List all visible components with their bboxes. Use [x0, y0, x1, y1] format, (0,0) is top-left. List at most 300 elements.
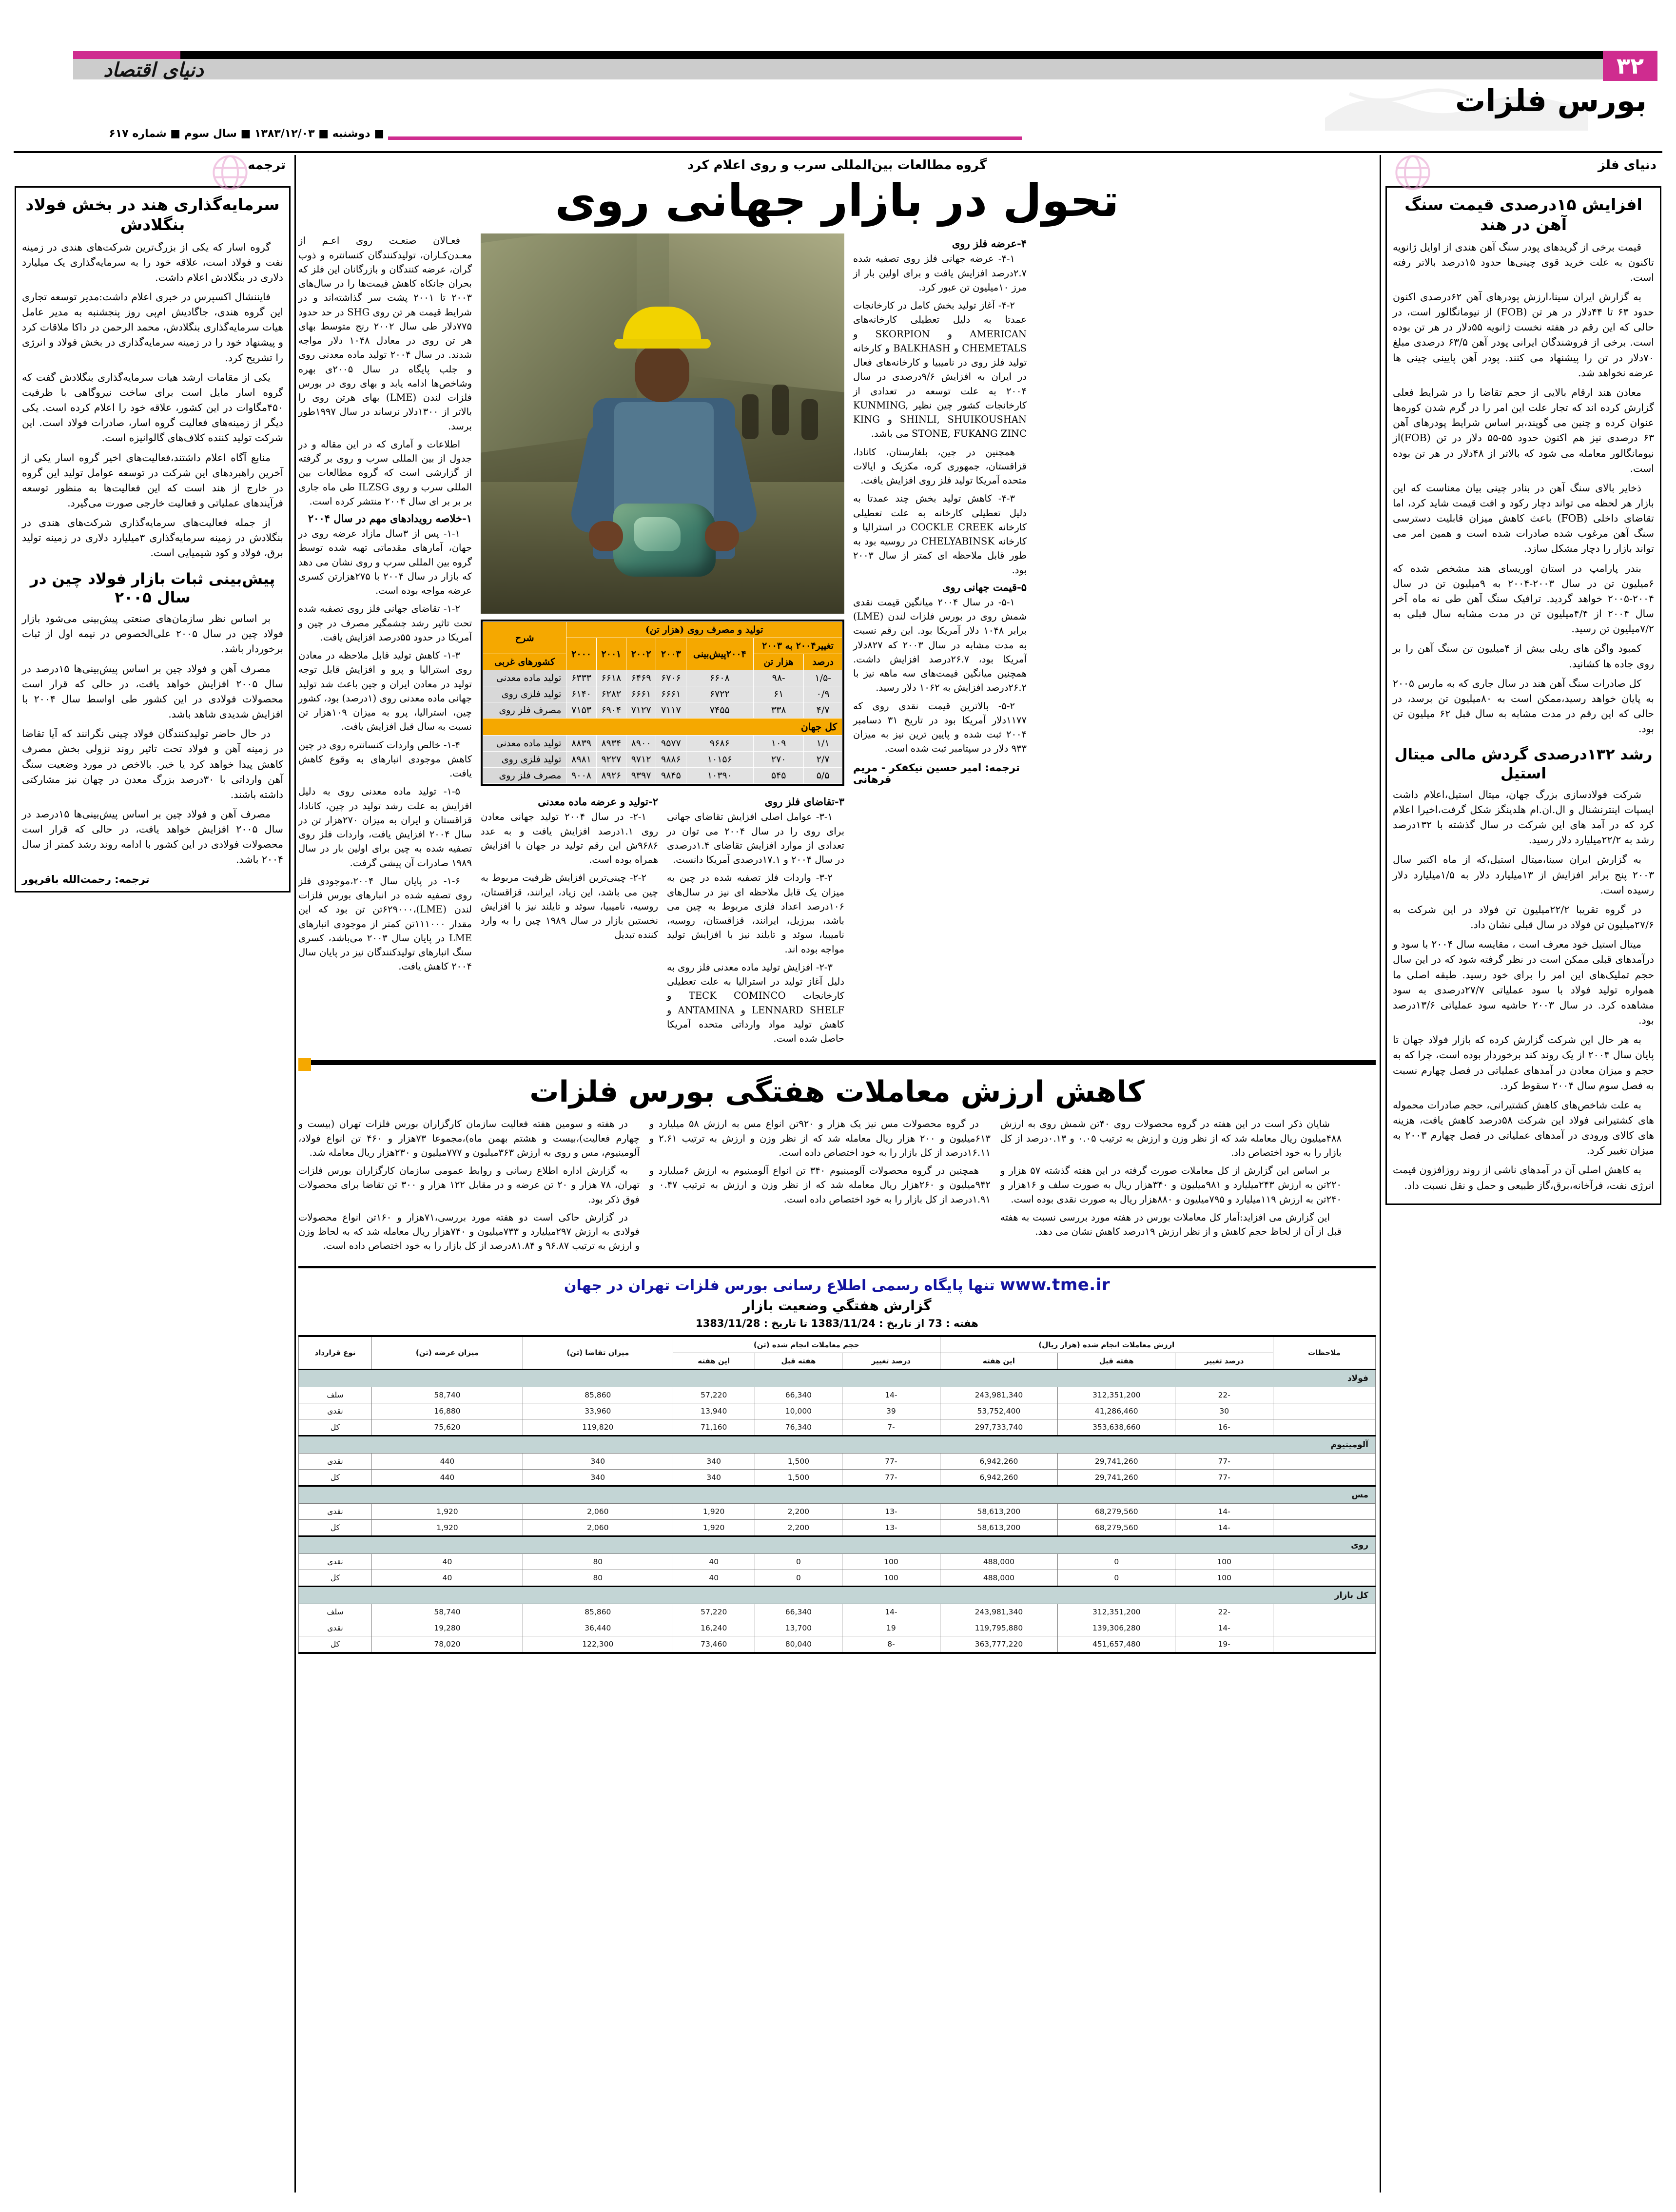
cell-type: کل	[299, 1469, 372, 1486]
cell: -7	[842, 1419, 940, 1436]
cell: 2,060	[523, 1519, 673, 1536]
page-number-badge: ۳۲	[1603, 51, 1657, 81]
c1-b3: ۱-۴- خالص واردات کنسانتره روی در چین کاهش موجودی انبارهای به وقوع کاهش یافت.	[298, 739, 472, 779]
right-article2-p5: به علت شاخص‌های کاهش کشتیرانی، حجم صادرات محموله های کشتیرانی فولاد این شرکت ۵۸درصد کاهش یافت، هزینه های کالای ورودی در آمدهای عملیاتی در فصل چهارم ۲۰۰۳ به میزان تغییر کرد.	[1393, 1099, 1655, 1157]
cell: ۹۷۱۲	[626, 752, 656, 768]
table-row	[483, 768, 842, 784]
table-row	[299, 1469, 1376, 1486]
cell: ۷۱۱۷	[656, 702, 686, 718]
cell: -13	[842, 1519, 940, 1536]
cell	[1273, 1604, 1376, 1620]
cell: 2,200	[755, 1503, 842, 1519]
cell: 0	[755, 1570, 842, 1586]
row-label: مصرف فلز روی	[483, 702, 566, 718]
cell: ۶۳۳۳	[566, 670, 596, 686]
cell: 16,880	[372, 1403, 523, 1419]
cell: -19	[1175, 1636, 1273, 1653]
table-row	[299, 1387, 1376, 1403]
cell: 68,279,560	[1058, 1519, 1175, 1536]
c3-subhead4: ۴-عرضه فلز روی	[952, 237, 1027, 250]
masthead-black-rule	[73, 51, 1609, 59]
c3-p1: ۴-۲- آغاز تولید بخش کامل در کارخانجات عمدتا به دلیل تعطیلی کارخانه‌های AMERICAN و SKORPION و CHEMETALS و BALKHASH و کارخانه تولید فلز روی در نامیبیا و کارخانه‌های فعال در ایران به افزایش ۹/۶درصدی در سال ۲۰۰۴ به علت توسعه در تعدادی از کارخانجات کشور چین نظیر KUNMING, SHINLI, SHUIKOUSHAN و KING STONE, FUKANG ZINC می باشد.	[853, 300, 1027, 440]
cell: 100	[842, 1553, 940, 1570]
cell: ۶۹۰۴	[596, 702, 626, 718]
tme-report-title: گزارش هفتگي وضعيت بازار	[742, 1297, 932, 1314]
th-supply: میزان عرضه (تن)	[372, 1336, 523, 1370]
cell: 39	[842, 1403, 940, 1419]
cell: 71,160	[673, 1419, 755, 1436]
c3-p0: ۴-۱- عرضه جهانی فلز روی تصفیه شده ۲.۷درصد افزایش یافت و برای اولین بار از مرز ۱۰میلیون تن عبور کرد.	[853, 253, 1027, 293]
th-vol-pct: درصد تغییر	[842, 1353, 940, 1369]
cell	[1273, 1570, 1376, 1586]
cell: 58,613,200	[940, 1503, 1057, 1519]
cell-type: کل	[299, 1570, 372, 1586]
cell: 119,795,880	[940, 1620, 1057, 1636]
right-article1-headline: افزایش ۱۵درصدی قیمت سنگ آهن در هند	[1404, 195, 1642, 234]
left-article2-p2: در حال حاضر تولیدکنندگان فولاد چینی نگرانند که آیا تقاضا در زمینه آهن و فولاد تحت تاثیر روند نزولی بخش مصرف کاهش پیدا خواهد کرد یا خیر. بالاخص در مورد وضعیت سنگ آهن وارداتی با ۳۰درصد بزرگ معدن در چهان نیز مشارکتی داشته باشند.	[22, 728, 283, 800]
cell-type: کل	[299, 1636, 372, 1653]
c1-b0: ۱-۱- پس از ۳سال مازاد عرضه روی در جهان، آمارهای مقدماتی تهیه شده توسط گروه بین المللی سرب و روی نشان می دهد که بازار در سال ۲۰۰۴ با ۲۷۵هزارتن کسری عرضه مواجه بوده است.	[298, 528, 472, 597]
cell-type: سلف	[299, 1387, 372, 1403]
cell: ۶۱۴۰	[566, 686, 596, 702]
zinc-group-label: کل جهان	[483, 718, 842, 736]
cell: ۵/۵	[804, 768, 842, 784]
c2-b0: ۳-۱- عوامل اصلی افزایش تقاضای جهانی برای روی را در سال ۲۰۰۴ می توان در تعدادی از موارد افزایش تقاضای ۱.۴درصدی در سال ۲۰۰۴ و ۱۷.۱درصدی آمریکا دانست.	[667, 811, 845, 866]
left-article1-headline: سرمایه‌گذاری هند در بخش فولاد بنگلادش	[25, 195, 280, 234]
cell: ۹۳۹۷	[626, 768, 656, 784]
th-val-this: این هفته	[940, 1353, 1057, 1369]
c3-b0: ۵-۱- در سال ۲۰۰۴ میانگین قیمت نقدی شمش روی در بورس فلزات لندن (LME) برابر ۱۰۴۸ دلار آمریکا بود. این رقم نسبت به مدت مشابه در سال ۲۰۰۳ که ۸۲۷دلار آمریکا بود، ۲۶.۷درصد افزایش داشت. همچنین میانگین قیمت‌های سه ماهه نیز با ۲۶.۲درصد افزایش به ۱۰۶۲ دلار رسید.	[853, 596, 1027, 694]
table-row	[299, 1503, 1376, 1519]
zinc-production-table	[481, 620, 844, 786]
left-article1-p2: یکی از مقامات ارشد هیات سرمایه‌گذاری بنگلادش گفت که گروه اسار مایل است برای ساخت نیروگاهی با ظرفیت ۴۵۰مگاوات در این کشور، علاقه خود را اعلام کرده است. یکی دیگر از زمینه‌های فعالیت گروه اسار، صادرات فولاد است. این شرکت تولید کننده کلاف‌های گالوانیزه است.	[22, 371, 283, 444]
column-separator-right	[1380, 155, 1381, 2193]
cell: -14	[1175, 1519, 1273, 1536]
cell: ۸۹۰۰	[626, 736, 656, 752]
s2-p0: در هفته و سومین هفته فعالیت سازمان کارگزاران بورس فلزات تهران (بیست و چهارم فعالیت)،بیست و هشتم بهمن ماه)،مجموعا ۷۳هزار و ۴۶۰ تن انواع فولاد، آلومینیوم، مس و روی به ارزش ۳۶۳میلیون و ۷۷۷میلیون و ۲۳۰هزار ریال معامله شد.	[298, 1118, 640, 1158]
row-label: تولید ماده معدنی	[483, 736, 566, 752]
cell: -14	[1175, 1503, 1273, 1519]
table-row	[299, 1570, 1376, 1586]
th-vol-this: این هفته	[673, 1353, 755, 1369]
zinc-y2002-header: ۲۰۰۲	[626, 638, 656, 670]
center-media-col	[481, 233, 844, 1049]
cell: 340	[523, 1469, 673, 1486]
globe-icon	[1390, 153, 1435, 192]
left-article2-byline: ترجمه: رحمت‌الله باقرپور	[22, 873, 150, 885]
cell: 340	[523, 1453, 673, 1469]
cell: 66,340	[755, 1604, 842, 1620]
tme-group-copper	[299, 1486, 1376, 1503]
group-label: آلومینیوم	[299, 1436, 1376, 1453]
cell: -8	[842, 1636, 940, 1653]
cell: 85,860	[523, 1387, 673, 1403]
cell: 119,820	[523, 1419, 673, 1436]
cell-type: نقدی	[299, 1620, 372, 1636]
cell: ۸۸۳۹	[566, 736, 596, 752]
cell: 40	[372, 1553, 523, 1570]
tme-url[interactable]: www.tme.ir	[1000, 1275, 1111, 1295]
cell	[1273, 1469, 1376, 1486]
cell: 29,741,260	[1058, 1469, 1175, 1486]
cell: 41,286,460	[1058, 1403, 1175, 1419]
cell: ۹۵۷۷	[656, 736, 686, 752]
cell: 76,340	[755, 1419, 842, 1436]
left-article1-p3: منابع آگاه اعلام داشتند،فعالیت‌های اخیر گروه اسار یکی از آخرین راهبردهای این شرکت در توسعه عوامل تولید این گروه در خارج از هند است که این فعالیت‌ها به منظور توسعه فرآیندهای عملیاتی و فعالیت خارجی صورت می‌گیرد.	[22, 451, 283, 509]
cell: 66,340	[755, 1387, 842, 1403]
masthead-grey-rule	[73, 59, 1609, 79]
right-article-box	[1385, 186, 1661, 1205]
cell: 6,942,260	[940, 1453, 1057, 1469]
dateline-row	[0, 128, 1676, 147]
right-article2-p1: به گزارش ایران سینا،میتال استیل،که از ماه اکتبر سال ۲۰۰۳ پنج برابر افزایش از ۱۳میلیارد دلار به ۱/۵میلیارد دلار رسیده است.	[1393, 854, 1654, 896]
s2-p7: این گزارش می افزاید:آمار کل معاملات بورس در هفته مورد بررسی نسبت به هفته قبل از آن از لحاظ حجم کاهش و از نظر ارزش ۱۹درصد کاهش نشان می دهد.	[1000, 1211, 1342, 1238]
th-val-last: هفته قبل	[1058, 1353, 1175, 1369]
cell: -14	[842, 1387, 940, 1403]
zinc-change-header: تغییر۲۰۰۴ به ۲۰۰۳	[754, 638, 842, 654]
cell: 2,200	[755, 1519, 842, 1536]
left-article-box	[15, 186, 291, 893]
tme-group-total-market	[299, 1586, 1376, 1604]
th-volume-group: حجم معاملات انجام شده (تن)	[673, 1336, 940, 1353]
tme-group-steel	[299, 1369, 1376, 1387]
tme-table-body	[299, 1369, 1376, 1653]
table-row	[299, 1553, 1376, 1570]
cell: ۶۲۸۲	[596, 686, 626, 702]
th-notes: ملاحظات	[1273, 1336, 1376, 1370]
zinc-y2004-header: ۲۰۰۴پیش‌بینی	[686, 638, 754, 670]
cell	[1273, 1403, 1376, 1419]
cell	[1273, 1519, 1376, 1536]
cell: 16,240	[673, 1620, 755, 1636]
right-article1-p0: قیمت برخی از گریدهای پودر سنگ آهن هندی از اوایل ژانویه تاکنون به علت خرید قوی چینی‌ها حدود ۱۵درصد بالاتر رفته است.	[1393, 241, 1654, 283]
group-label: کل بازار	[299, 1586, 1376, 1604]
cell: 1,500	[755, 1453, 842, 1469]
table-row	[483, 736, 842, 752]
tme-tagline-row	[298, 1275, 1376, 1295]
main-kicker: گروه مطالعات بین‌المللی سرب و روی اعلام کرد	[687, 158, 987, 173]
s2-p2: در گزارش حاکی است دو هفته مورد بررسی،۷۱هزار و ۱۶۰تن انواع محصولات فولادی به ارزش ۲۹۷میلیارد و ۷۳۳میلیون و ۷۴۰هزار ریال معامله شد که به لحاظ وزن و ارزش به ترتیب ۹۶.۸۷ و ۸۱.۸۴درصد از کل بازار را به خود اختصاص داده است.	[298, 1211, 640, 1252]
zinc-y2003-header: ۲۰۰۳	[656, 638, 686, 670]
group-label: مس	[299, 1486, 1376, 1503]
table-row	[299, 1403, 1376, 1419]
tme-group-aluminium	[299, 1436, 1376, 1453]
cell	[1273, 1636, 1376, 1653]
cell: 6,942,260	[940, 1469, 1057, 1486]
row-label: مصرف فلز روی	[483, 768, 566, 784]
cell: ۸۹۲۶	[596, 768, 626, 784]
cell: 1,920	[673, 1519, 755, 1536]
left-article1-p0: گروه اسار که یکی از بزرگ‌ترین شرکت‌های هندی در زمینه نفت و فولاد است، علاقه خود را به سرمایه‌گذاری یک میلیارد دلاری در بنگلادش اعلام داشت.	[22, 241, 283, 283]
globe-icon	[208, 153, 253, 192]
th-contract-type: نوع قرارداد	[299, 1336, 372, 1370]
cell: 33,960	[523, 1403, 673, 1419]
cell: ۹۸۸۶	[656, 752, 686, 768]
row-label: تولید فلزی روی	[483, 752, 566, 768]
cell-type: سلف	[299, 1604, 372, 1620]
dateline-text: ■ دوشنبه ■ ۱۳۸۳/۱۲/۰۳ ■ سال سوم ■ شماره ۶۱۷	[18, 128, 388, 144]
s2-p5: شایان ذکر است در این هفته در گروه محصولات روی ۴۰تن شمش روی به ارزش ۴۸۸میلیون ریال معامله شد که از نظر وزن و ارزش به ترتیب ۰.۰۵ و ۰.۱۳درصد از کل بازار را به خود اختصاص داد.	[1000, 1118, 1342, 1158]
left-article2-p0: بر اساس نظر سازمان‌های صنعتی پیش‌بینی می‌شود بازار فولاد چین در سال ۲۰۰۵ علی‌الخصوص در نیمه اول از ثبات برخوردار باشد.	[22, 613, 283, 655]
cell: 40	[673, 1570, 755, 1586]
tme-group-zinc	[299, 1536, 1376, 1553]
cell: ۶۶۶۱	[626, 686, 656, 702]
cell: 13,700	[755, 1620, 842, 1636]
cell: ۹۶۸۶	[686, 736, 754, 752]
cell: 297,733,740	[940, 1419, 1057, 1436]
cell: 2,060	[523, 1503, 673, 1519]
cell: ۶۷۲۲	[686, 686, 754, 702]
left-article1-p1: فایننشال اکسپرس در خبری اعلام داشت:مدیر توسعه تجاری این گروه هندی، جاگادیش ام‌پی روز پنجشنبه به مدیر عامل هیات سرمایه‌گذاری بنگلادش، محمد الرحمن در داکا ملاقات کرد و پیشنهاد خود را در زمینه سرمایه‌گذاری در بخش فولاد و انرژی را تشریح کرد.	[22, 291, 283, 364]
amber-marker	[298, 1058, 311, 1071]
background-figures	[742, 380, 825, 502]
c2-p1: ۲-۲- چینی‌ترین افزایش ظرفیت مربوط به چین می باشد، این زیاد، ایرانند، قزاقستان، روسیه، نامیبیا، سوئد و تایلند نیز با افزایش نخستین بازار در سال ۱۹۸۹ چین را به وارد کننده تبدیل	[481, 872, 658, 941]
zinc-change-pct-header: درصد	[804, 654, 842, 670]
right-article1-p5: کمبود واگن های ریلی بیش از ۴میلیون تن سنگ آهن را بر روی جاده ها کشانید.	[1393, 642, 1654, 670]
right-sidebar	[1385, 155, 1661, 1205]
c3-b1: ۵-۲- بالاترین قیمت نقدی روی که ۱۱۷۷دلار آمریکا بود در تاریخ ۳۱ دسامبر ۲۰۰۴ ثبت شده و پایین ترین نیز به میزان ۹۳۳ دلار در سپتامبر ثبت شده است.	[853, 700, 1027, 755]
cell: 488,000	[940, 1553, 1057, 1570]
cell: 122,300	[523, 1636, 673, 1653]
tme-market-table	[298, 1335, 1376, 1654]
s2-p3: در گروه محصولات مس نیز یک هزار و ۹۲۰تن انواع مس به ارزش ۵۸ میلیارد و ۶۱۳میلیون و ۲۰۰ هزار ریال معامله شد که از نظر وزن و ارزش به ترتیب ۲.۶۱ و ۱۶.۱۱درصد از کل بازار را به خود اختصاص داده است.	[649, 1118, 991, 1158]
cell: 19,280	[372, 1620, 523, 1636]
center-top-grid	[298, 233, 1376, 1049]
cell: ۶۶۰۸	[686, 670, 754, 686]
cell: 75,620	[372, 1419, 523, 1436]
zinc-table-title: تولید و مصرف روی (هزار تن)	[566, 622, 842, 638]
cell: 312,351,200	[1058, 1604, 1175, 1620]
cell: ۱۰۱۵۶	[686, 752, 754, 768]
c1-b2: ۱-۳- کاهش تولید قابل ملاحظه در معادن روی استرالیا و پرو و افزایش قابل توجه تولید در معادن ایران و چین باعث شد تولید جهانی ماده معدنی روی (۱درصد) بود، کشور چین، استرالیا، پرو به میزان ۱۰۹هزار تن نسبت به سال قبل افزایش یافت.	[298, 650, 472, 733]
left-article1-p4: از جمله فعالیت‌های سرمایه‌گذاری شرکت‌های هندی در بنگلادش در زمینه سرمایه‌گذاری ۳میلیارد دلاری در زمینه تولید برق، فولاد و کود شیمیایی است.	[22, 517, 283, 559]
cell: 57,220	[673, 1604, 755, 1620]
cell	[1273, 1620, 1376, 1636]
th-demand: میزان تقاضا (تن)	[523, 1336, 673, 1370]
c2-subhead3: ۳-تقاضای فلز روی	[764, 796, 844, 808]
group-label: فولاد	[299, 1369, 1376, 1387]
right-article1-p1: به گزارش ایران سینا،ارزش پودرهای آهن ۶۲درصدی اکنون حدود ۶۳ تا ۴۴دلار در هر تن (FOB) از نیومانگالور است، در حالی که این رقم در هفته نخست ژانویه ۵۵دلار در هر تن بوده است. برخی از فروشندگان ایرانی پودر آهن ۶۳/۵ درصدی مبلغ ۷۰دلار در تن را پیشنهاد می کنند. پودر آهن پایینی چینی ها عرضه نخواهد شد.	[1393, 291, 1654, 379]
cell: 100	[842, 1570, 940, 1586]
cell: -22	[1175, 1387, 1273, 1403]
cell: ۹۰۰۸	[566, 768, 596, 784]
c1-b5: ۱-۶- در پایان سال ۲۰۰۴،موجودی فلز روی تصفیه شده در انبارهای بورس فلزات لندن (LME)،۶۲۹۰۰۰تن تن بود که این مقدار ۱۱۱۰۰۰تن کمتر از موجودی انبارهای LME در پایان سال ۲۰۰۳ می‌باشد، کسری سنگ انبارهای تولیدکنندگان نیز در پایان سال ۲۰۰۴ کاهش یافت.	[298, 875, 472, 972]
cell-type: کل	[299, 1419, 372, 1436]
cell: -16	[1175, 1419, 1273, 1436]
cell: 68,279,560	[1058, 1503, 1175, 1519]
cell: 58,740	[372, 1387, 523, 1403]
cell: 19	[842, 1620, 940, 1636]
right-article2-p2: در گروه تقریبا ۲۲/۲میلیون تن فولاد در این شرکت به ۲۷/۶میلیون تن فولاد در سال قبلی نشان داد.	[1393, 903, 1654, 931]
cell: 73,460	[673, 1636, 755, 1653]
cell: ۱/۱	[804, 736, 842, 752]
zinc-group-row-world	[483, 718, 842, 736]
c1-subhead1: ۱-خلاصه رویدادهای مهم در سال ۲۰۰۴	[308, 512, 472, 525]
cell: -77	[842, 1453, 940, 1469]
cell: 57,220	[673, 1387, 755, 1403]
c2-b1: ۳-۲- واردات فلز تصفیه شده در چین به میزان یک قابل ملاحظه ای نیز در سال‌های ۱۰۶درصد اعداد فلزی مربوط به چین می باشد، ببرزیل، ایرانند، قزاقستان، روسیه، نامیبیا، سوئد و تایلند نیز با افزایش تولید مواجه بوده اند.	[667, 872, 844, 955]
cell: -۱/۵	[804, 670, 842, 686]
table-row	[483, 686, 842, 702]
cell: 0	[1058, 1553, 1175, 1570]
second-headline: کاهش ارزش معاملات هفتگی بورس فلزات	[529, 1075, 1145, 1109]
cell: -77	[1175, 1453, 1273, 1469]
s2-p4: همچنین در گروه محصولات آلومینیوم ۳۴۰ تن انواع آلومینیوم به ارزش ۶میلیارد و ۹۴۲میلیون و ۲۶۰هزار ریال معامله شد که از نظر وزن و ارزش به ترتیب ۰.۴۷ و ۱.۹۱درصد از کل بازار را به خود اختصاص داده است.	[649, 1165, 991, 1205]
s2-p6: بر اساس این گزارش از کل معاملات صورت گرفته در این هفته گذشته ۵۷ هزار و ۲۲۰تن به ارزش ۲۴۳میلیارد و ۹۸۱میلیون و ۳۴۰هزار ریال به صورت سلف و ۱۶هزار و ۲۴۰تن به ارزش ۱۱۹میلیارد و ۷۹۵میلیون و ۸۸۰هزار ریال به صورت نقدی بوده است.	[1000, 1165, 1342, 1205]
cell: 85,860	[523, 1604, 673, 1620]
table-row	[299, 1519, 1376, 1536]
column-separator-left	[294, 155, 296, 2193]
cell: ۷۱۲۷	[626, 702, 656, 718]
right-article2-headline: رشد ۱۳۲درصدی گردش مالی میتال استیل	[1394, 746, 1653, 783]
cell	[1273, 1387, 1376, 1403]
cell: 1,920	[372, 1503, 523, 1519]
cell: ۶۷۰۶	[656, 670, 686, 686]
cell: 40	[372, 1570, 523, 1586]
main-headline: تحول در بازار جهانی روی	[555, 175, 1119, 227]
c2-b2: ۲-۳- افزایش تولید ماده معدنی فلز روی به دلیل آغاز تولید در استرالیا به علت تعطیلی کارخانجات TECK COMINCO و LENNARD SHELF و ANTAMINA و کاهش تولید مواد وارداتی متحده آمریکا حاصل شده است.	[667, 961, 844, 1045]
cell: ۶۱	[754, 686, 804, 702]
left-sidebar	[15, 155, 291, 893]
table-row	[299, 1604, 1376, 1620]
cell: -14	[842, 1604, 940, 1620]
c1-p0: فعـالان صنعـت روی اعـم از معـدن‌کـاران، تولیدکنندگان کنسانتره و ذوب گران، عرضه کنندگان و بازرگانان این فلز که بحران جانکاه کاهش قیمت‌ها را در سال‌های ۲۰۰۳ تا ۲۰۰۱ پشت سر گذاشته‌اند و در شرایط قیمت هر تن روی SHG در حد حدود ۷۷۵دلار طی سال ۲۰۰۲ رنج متوسط بهای هر تن روی در معادل ۱۰۴۸ دلار مواجه شدند. در سال ۲۰۰۴ تولید ماده معدنی روی و جلب پایگاه در سال ۲۰۰۵ی بهره وشاخص‌ها ادامه یابد و بهای روی در بورس فلزات لندن (LME) بهای هرتن روی را بالاتر از ۱۳۰۰دلار نرساند در سال ۱۹۹۷طور برسد.	[298, 235, 472, 432]
page-title: بورس فلزات	[1455, 83, 1647, 118]
right-article2-p6: به کاهش اصلی آن در آمدهای ناشی از روند روزافزون قیمت انرژی نفت، فرآخانه،برق،گاز طبیعی و حمل و نقل نسبت داد.	[1393, 1164, 1654, 1191]
cell: ۰/۹	[804, 686, 842, 702]
tme-date-line: هفته : 73 از تاريخ : 1383/11/24 تا تاريخ : 1383/11/28	[696, 1317, 978, 1329]
masthead	[0, 0, 1676, 127]
group-label: روی	[299, 1536, 1376, 1553]
zinc-table-body	[483, 670, 842, 784]
c1-b4: ۱-۵- تولید ماده معدنی روی به دلیل افزایش به علت رشد تولید در چین، کانادا، قزاقستان و ایران به میزان ۲۷۰هزار تن در سال ۲۰۰۴ افزایش یافت، واردات فلز روی تصفیه شده به چین برای اولین بار در سال ۱۹۸۹ صادرات آن پیشی گرفت.	[298, 786, 472, 869]
cell: ۶۴۶۹	[626, 670, 656, 686]
th-value-group: ارزش معاملات انجام شده (هزار ریال)	[940, 1336, 1273, 1353]
right-article1-p6: کل صادرات سنگ آهن هند در سال جاری که به مارس ۲۰۰۵ به پایان خواهد رسید،ممکن است به ۸۰میلیون تن برسد، در حالی که این رقم در مدت مشابه به سال قبل ۶۲ میلیون تن بود.	[1393, 677, 1654, 735]
th-val-pct: درصد تغییر	[1175, 1353, 1273, 1369]
cell-type: کل	[299, 1519, 372, 1536]
cell: 440	[372, 1469, 523, 1486]
table-row	[483, 752, 842, 768]
tme-report-block	[298, 1266, 1376, 1654]
c2-subhead2: ۲-تولید و عرضه ماده معدنی	[538, 796, 658, 808]
c1-p1: اطلاعات و آماری که در این مقاله و در جدول از بین المللی سرب و روی بر گرفته از گزارشی است که گروه مطالعات بین المللی سرب و روی ILZSG طی ماه جاری بر بر بر ای سال ۲۰۰۴ منتشر کرده است.	[298, 438, 472, 507]
cell: 1,920	[673, 1503, 755, 1519]
zinc-desc-header: شرح	[483, 622, 566, 654]
cell: ۶۶۱۸	[596, 670, 626, 686]
cell: ۲۷۰	[754, 752, 804, 768]
c2-p0: ۲-۱- در سال ۲۰۰۴ تولید جهانی معادن روی ۱.۱درصد افزایش یافت و به عدد ۹۶۸۶ش این رقم تولید در جهان با افزایش همراه بوده است.	[481, 811, 659, 866]
cell: 340	[673, 1453, 755, 1469]
cell: ۴/۷	[804, 702, 842, 718]
cell: 363,777,220	[940, 1636, 1057, 1653]
cell: 139,306,280	[1058, 1620, 1175, 1636]
cell: 80,040	[755, 1636, 842, 1653]
cell: 312,351,200	[1058, 1387, 1175, 1403]
cell: ۱۰۳۹۰	[686, 768, 754, 784]
cell: 80	[523, 1553, 673, 1570]
cell: 40	[673, 1553, 755, 1570]
cell: ۳۳۸	[754, 702, 804, 718]
cell-type: نقدی	[299, 1553, 372, 1570]
cell: ۷۴۵۵	[686, 702, 754, 718]
center-byline: ترجمه: امیر حسین نیکفکر - مریم قرهانی	[853, 761, 1020, 785]
row-label: تولید فلزی روی	[483, 686, 566, 702]
cell: ۶۶۶۱	[656, 686, 686, 702]
second-article-section	[298, 1060, 1376, 1257]
right-article1-p4: بندر پارامپ در استان اوریسای هند مشخص شده که ۶میلیون تن در سال ۲۰۰۳-۲۰۰۴ به ۹میلیون تن در سال ۲۰۰۴-۲۰۰۵ خواهد گردید. ترافیک سنگ آهن طی نه ماه آخر سال ۲۰۰۴ از ۴/۴میلیون تن در مدت مشابه سال قبلی به ۷/۲میلیون تن رسید.	[1393, 562, 1654, 635]
cell: 0	[755, 1553, 842, 1570]
right-article2-p0: شرکت فولادسازی بزرگ جهان، میتال استیل،اعلام داشت ایسپات اینترنشنال و ال.ان.ام هلدینگز شکل گرفت،اخیرا اعلام کرد که در آمد های این شرکت در سال گذشته با ۱۳۲درصد رشد به ۲۲/۲میلیارد دلار رسید.	[1393, 788, 1654, 846]
zinc-change-kt-header: هزار تن	[754, 654, 804, 670]
c3-p3: ۴-۳- کاهش تولید بخش چند عمدتا به دلیل تعطیلی کارخانه به علت تعطیلی کارخانه COCKLE CREEK در استرالیا و کارخانه CHELYABINSK در روسیه بود به طور قابل ملاحظه ای کمتر از سال ۲۰۰۳ بود.	[853, 493, 1027, 576]
cell: 340	[673, 1469, 755, 1486]
right-article2-p4: به هر حال این شرکت گزارش کرده که بازار فولاد جهان تا پایان سال ۲۰۰۴ از یک روند کند برخوردار بوده است، چرا که به حجم و میزان معادن در آمدهای عملیاتی در فصل چهارم نسبت به فصل سوم سال ۲۰۰۴ سقوط کرد.	[1393, 1034, 1654, 1091]
zinc-y2001-header: ۲۰۰۱	[596, 638, 626, 670]
c3-subhead5: ۵-قیمت جهانی روی	[942, 581, 1027, 593]
cell: 243,981,340	[940, 1604, 1057, 1620]
cell: -77	[842, 1469, 940, 1486]
row-label: تولید ماده معدنی	[483, 670, 566, 686]
cell: ۱۰۹	[754, 736, 804, 752]
cell: 53,752,400	[940, 1403, 1057, 1419]
right-article2-p3: میتال استیل خود معرف است ، مقایسه سال ۲۰۰۴ با سود و درآمدهای قبلی ممکن است در نظر گرفته شود که در این سال حجم تملیک‌های این امر را برای خود رسید. طبقه اصلی ما همواره تولید فولاد با سود عملیاتی ۲۷/۷درصدی به سود مشاهده کرد. در سال ۲۰۰۳ حاشیه سود عملیاتی ۱۳/۶درصد بود.	[1393, 938, 1654, 1027]
cell: ۷۱۵۳	[566, 702, 596, 718]
table-row	[299, 1453, 1376, 1469]
cell: 440	[372, 1453, 523, 1469]
cell	[1273, 1419, 1376, 1436]
center-text-col-1	[298, 233, 472, 1049]
cell: 13,940	[673, 1403, 755, 1419]
zinc-y2000-header: ۲۰۰۰	[566, 638, 596, 670]
cell: ۵۴۵	[754, 768, 804, 784]
cell: -13	[842, 1503, 940, 1519]
cell: -14	[1175, 1620, 1273, 1636]
zinc-group-header-western: کشورهای غربی	[483, 654, 566, 670]
cell: 58,613,200	[940, 1519, 1057, 1536]
cell: 451,657,480	[1058, 1636, 1175, 1653]
left-article2-headline: پیش‌بینی ثبات بازار فولاد چین در سال ۲۰۰۵	[30, 570, 275, 607]
paper-logo: دنیای اقتصاد	[103, 58, 204, 81]
right-article1-p3: ذخایر بالای سنگ آهن در بنادر چینی بیان معناست که این بازار هر لحظه می تواند دچار رکود و افت قیمت شاید کرد، اما تقاضای داخلی (FOB) باعث کاهش میزان قابلیت دسترسی سنگ آهن مرغوب شده صادرات شده است و همین امر می تواند بازار را دچار مشکل سازد.	[1393, 482, 1654, 555]
mine-worker-photo	[481, 233, 844, 614]
miner-figure	[576, 307, 752, 614]
cell: 353,638,660	[1058, 1419, 1175, 1436]
cell: ۸۹۳۴	[596, 736, 626, 752]
cell: 58,740	[372, 1604, 523, 1620]
cell: 100	[1175, 1553, 1273, 1570]
center-column	[298, 155, 1376, 1654]
cell: 30	[1175, 1403, 1273, 1419]
cell: ۹۲۲۷	[596, 752, 626, 768]
table-row	[483, 702, 842, 718]
cell: ۹۸۴۵	[656, 768, 686, 784]
center-text-col-3	[853, 233, 1027, 1049]
cell: -22	[1175, 1604, 1273, 1620]
cell-type: نقدی	[299, 1503, 372, 1519]
table-row	[299, 1620, 1376, 1636]
tme-tagline: تنها پایگاه رسمی اطلاع رسانی بورس فلزات تهران در جهان	[564, 1277, 995, 1294]
c3-p2: همچنین در چین، بلغارستان، کانادا، قزاقستان، جمهوری کره، مکزیک و ایالات متحده آمریکا تولید فلز روی افزایش یافت.	[853, 446, 1027, 486]
cell: -۹۸	[754, 670, 804, 686]
cell: 1,500	[755, 1469, 842, 1486]
second-article-rule	[298, 1060, 1376, 1065]
cell	[1273, 1453, 1376, 1469]
cell: 36,440	[523, 1620, 673, 1636]
cell: 0	[1058, 1570, 1175, 1586]
left-article2-p1: مصرف آهن و فولاد چین بر اساس پیش‌بینی‌ها ۱۵درصد در سال ۲۰۰۵ افزایش خواهد یافت، در حالی که قرار است محصولات فولادی در این کشور طی اواسط سال ۲۰۰۴ با افزایش شدیدی شاهد باشد.	[22, 662, 283, 720]
cell	[1273, 1503, 1376, 1519]
